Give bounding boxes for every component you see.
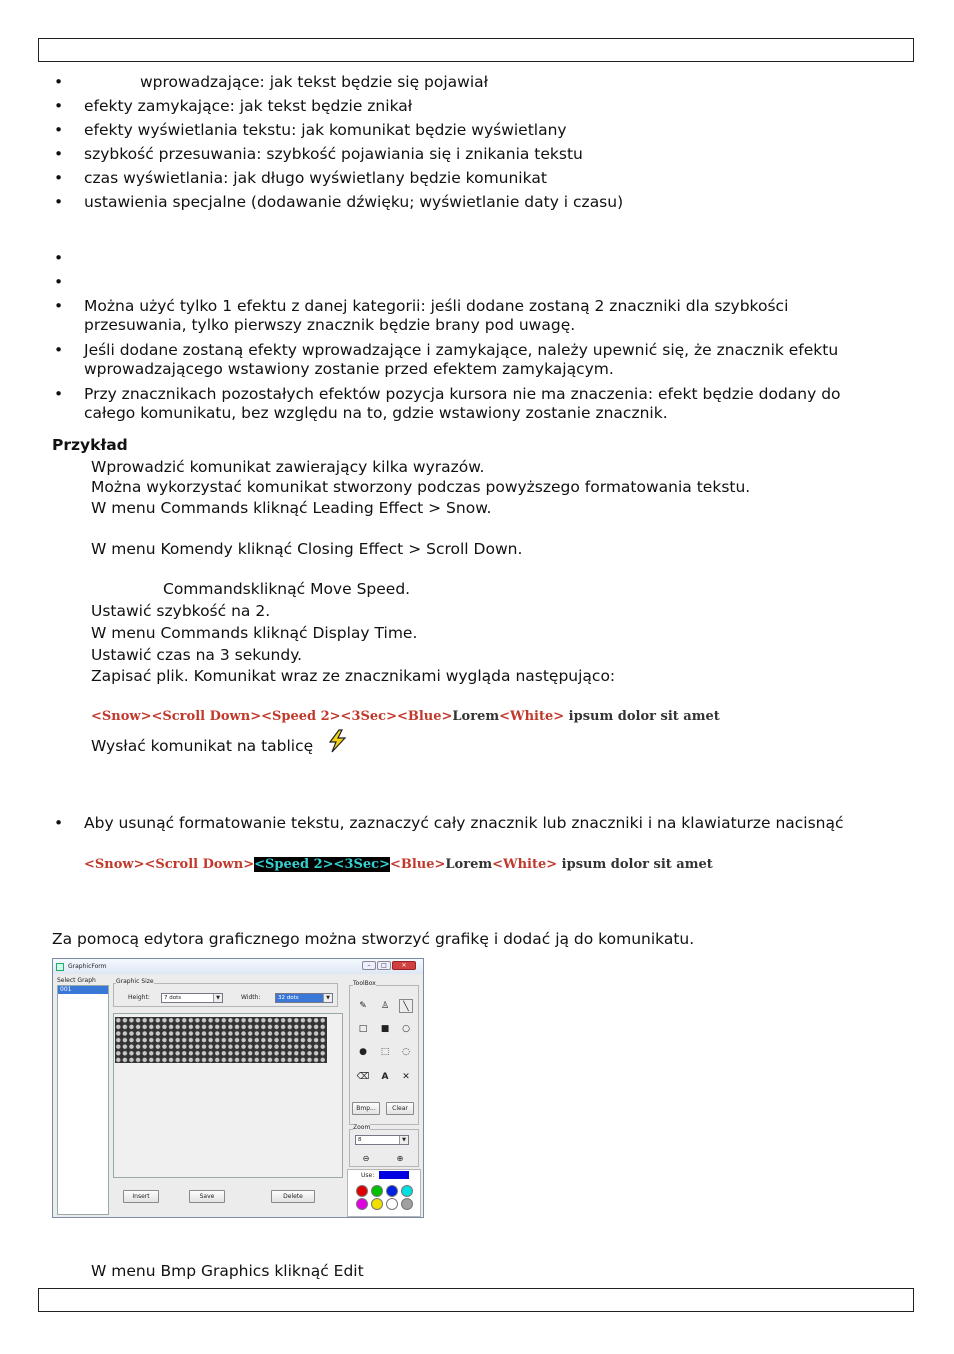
example-step: Ustawić czas na 3 sekundy. — [91, 646, 303, 664]
selected-tags: <Speed 2><3Sec> — [254, 857, 390, 872]
text-icon[interactable]: A — [381, 1072, 389, 1082]
effects-list — [52, 73, 882, 217]
insert-button[interactable]: Insert — [123, 1190, 159, 1203]
blue-tag: <Blue> — [389, 857, 446, 872]
color-magenta[interactable] — [356, 1198, 368, 1210]
last-step: W menu Bmp Graphics kliknąć Edit — [91, 1262, 364, 1280]
graph-list[interactable] — [57, 985, 109, 1215]
list-item: • wprowadzające: jak tekst będzie się pojawiał — [52, 73, 882, 97]
bmp-button[interactable]: Bmp... — [352, 1102, 380, 1115]
example-step: W menu Commands kliknąć Display Time. — [91, 624, 418, 642]
color-cyan[interactable] — [401, 1185, 413, 1197]
list-item: • efekty zamykające: jak tekst będzie znikał — [52, 97, 882, 121]
filled-rectangle-icon[interactable]: ■ — [380, 1024, 390, 1034]
color-red[interactable] — [356, 1185, 368, 1197]
list-item: • czas wyświetlania: jak długo wyświetlany będzie komunikat — [52, 169, 882, 193]
graphic-form-window — [52, 958, 424, 1218]
color-white[interactable] — [386, 1198, 398, 1210]
eraser-icon[interactable]: ⌫ — [356, 1072, 370, 1082]
list-item: • Jeśli dodane zostaną efekty wprowadzające i zamykające, należy upewnić się, że znacznik efektu wprowadzającego wstawiony zostanie przed efektem zamykającym. — [52, 341, 882, 385]
height-label: Height: — [128, 994, 150, 1001]
zoom-out-icon[interactable]: ⊖ — [362, 1154, 370, 1163]
ellipse-icon[interactable]: ○ — [402, 1024, 410, 1034]
select-graph-label: Select Graph — [57, 977, 96, 984]
rest-text: ipsum dolor sit amet — [557, 857, 713, 872]
delete-tool-icon[interactable]: ✕ — [402, 1072, 410, 1082]
example-step: Wprowadzić komunikat zawierający kilka wyrazów. — [91, 458, 485, 476]
window-title: GraphicForm — [68, 963, 107, 970]
remove-format-list — [52, 814, 892, 833]
graphic-size-label: Graphic Size — [116, 978, 154, 985]
example-step: W menu Commands kliknąć Leading Effect > Snow. — [91, 499, 492, 517]
color-gray[interactable] — [401, 1198, 413, 1210]
chevron-down-icon: ▼ — [323, 994, 332, 1002]
selected-tags-example — [84, 857, 713, 872]
rectangle-icon[interactable]: □ — [358, 1024, 368, 1034]
minimize-icon[interactable]: – — [362, 961, 376, 970]
app-icon — [56, 963, 64, 971]
zoom-in-icon[interactable]: ⊕ — [396, 1154, 404, 1163]
list-item — [52, 273, 882, 297]
footer-frame — [38, 1288, 914, 1312]
graphics-intro: Za pomocą edytora graficznego można stworzyć grafikę i dodać ją do komunikatu. — [52, 930, 695, 948]
example-step: Ustawić szybkość na 2. — [91, 602, 271, 620]
list-item: • Aby usunąć formatowanie tekstu, zaznaczyć cały znacznik lub znaczniki i na klawiaturze nacisnąć — [52, 814, 892, 833]
width-label: Width: — [241, 994, 261, 1001]
zoom-select[interactable]: 8 ▼ — [355, 1135, 409, 1145]
lasso-icon[interactable]: ◌ — [402, 1047, 410, 1057]
led-dot-matrix[interactable] — [115, 1017, 327, 1063]
list-item: • Przy znacznikach pozostałych efektów pozycja kursora nie ma znaczenia: efekt będzie dodany do całego komunikatu, bez względu na to, gdzie wstawiony zostanie znacznik. — [52, 385, 882, 429]
line-icon[interactable]: ╲ — [399, 999, 413, 1013]
tagged-message-example — [91, 709, 720, 724]
select-icon[interactable]: ⬚ — [380, 1047, 390, 1057]
window-titlebar — [53, 959, 423, 974]
tags-text: <Snow><Scroll Down> — [84, 857, 255, 872]
maximize-icon[interactable]: □ — [377, 961, 391, 970]
current-color-swatch — [379, 1171, 409, 1179]
height-select[interactable]: 7 dots ▼ — [161, 993, 223, 1003]
zoom-label: Zoom — [353, 1124, 371, 1131]
send-lightning-icon — [326, 729, 350, 753]
header-frame — [38, 38, 914, 62]
example-step: W menu Komendy kliknąć Closing Effect > Scroll Down. — [91, 540, 523, 558]
rest-text: ipsum dolor sit amet — [564, 709, 720, 724]
color-yellow[interactable] — [371, 1198, 383, 1210]
list-item: • ustawienia specjalne (dodawanie dźwięku; wyświetlanie daty i czasu) — [52, 193, 882, 217]
graph-list-item[interactable]: 001 — [58, 986, 108, 994]
list-item — [52, 249, 882, 273]
toolbox-label: ToolBox — [353, 980, 376, 987]
pencil-icon[interactable]: ✎ — [359, 1001, 367, 1011]
list-item: • Można użyć tylko 1 efektu z danej kategorii: jeśli dodane zostaną 2 znaczniki dla szybkości przesuwania, tylko pierwszy znacznik będzie brany pod uwagę. — [52, 297, 882, 341]
list-item: • szybkość przesuwania: szybkość pojawiania się i znikania tekstu — [52, 145, 882, 169]
notes-list — [52, 249, 882, 429]
save-button[interactable]: Save — [189, 1190, 225, 1203]
example-step: Można wykorzystać komunikat stworzony podczas powyższego formatowania tekstu. — [91, 478, 751, 496]
example-step: Zapisać plik. Komunikat wraz ze znacznikami wygląda następująco: — [91, 667, 616, 685]
chevron-down-icon: ▼ — [213, 994, 222, 1002]
use-label: Use: — [361, 1172, 375, 1179]
filled-ellipse-icon[interactable]: ● — [359, 1047, 367, 1057]
white-tag: <White> — [499, 709, 565, 724]
example-heading: Przykład — [52, 436, 128, 454]
lorem-text: Lorem — [445, 857, 493, 872]
tags-text: <Snow><Scroll Down><Speed 2><3Sec><Blue> — [91, 709, 453, 724]
clear-button[interactable]: Clear — [386, 1102, 414, 1115]
color-green[interactable] — [371, 1185, 383, 1197]
delete-button[interactable]: Delete — [271, 1190, 315, 1203]
example-step: Commandskliknąć Move Speed. — [163, 580, 411, 598]
send-instruction: Wysłać komunikat na tablicę — [91, 737, 314, 755]
fill-icon[interactable]: ♙ — [380, 1001, 390, 1011]
lorem-text: Lorem — [452, 709, 500, 724]
color-blue[interactable] — [386, 1185, 398, 1197]
close-icon[interactable]: ✕ — [392, 961, 416, 970]
width-select[interactable]: 32 dots ▼ — [275, 993, 333, 1003]
white-tag: <White> — [492, 857, 558, 872]
list-item: • efekty wyświetlania tekstu: jak komunikat będzie wyświetlany — [52, 121, 882, 145]
chevron-down-icon: ▼ — [399, 1136, 408, 1144]
